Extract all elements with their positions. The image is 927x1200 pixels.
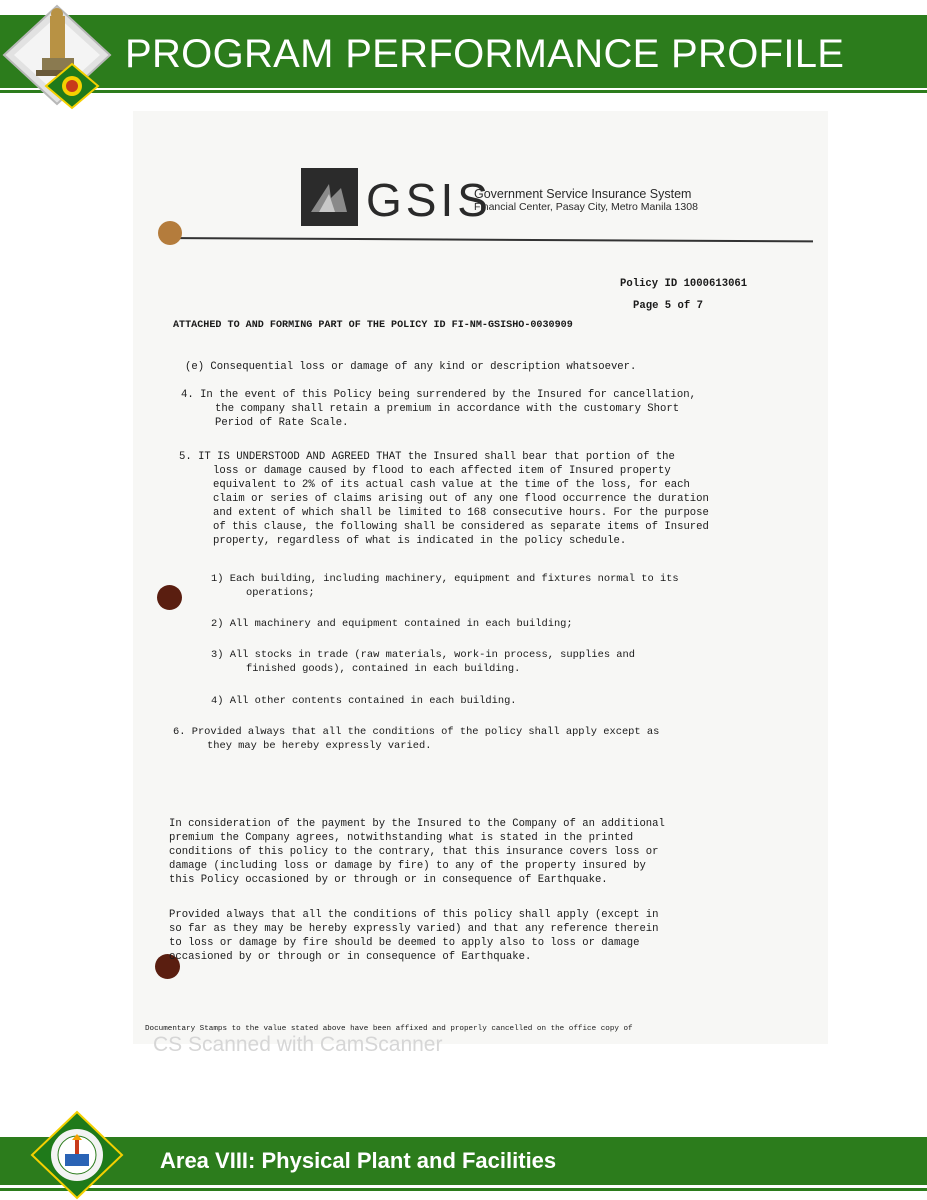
clause-5-line: loss or damage caused by flood to each affected item of Insured property xyxy=(213,465,671,477)
header-divider xyxy=(0,90,927,93)
policy-id: Policy ID 1000613061 xyxy=(620,278,748,290)
clause-5-line: and extent of which shall be limited to 168 consecutive hours. For the purpose xyxy=(213,507,709,519)
page-title: PROGRAM PERFORMANCE PROFILE xyxy=(125,32,845,76)
provided-clause-line: to loss or damage by fire should be deemed to apply also to loss or damage xyxy=(169,937,640,949)
list-item-2: 2) All machinery and equipment contained in each building; xyxy=(211,618,573,630)
clause-4-line: the company shall retain a premium in accordance with the customary Short xyxy=(215,403,680,415)
gsis-flame-logo-icon xyxy=(301,168,358,226)
area-title: Area VIII: Physical Plant and Facilities xyxy=(160,1148,557,1173)
list-item-3: 3) All stocks in trade (raw materials, work-in process, supplies and xyxy=(211,649,636,661)
attached-heading: ATTACHED TO AND FORMING PART OF THE POLICY ID FI-NM-GSISHO-0030909 xyxy=(173,320,573,331)
gsis-address: Financial Center, Pasay City, Metro Manila 1308 xyxy=(474,201,698,213)
page-number: Page 5 of 7 xyxy=(633,300,703,312)
earthquake-clause-line: damage (including loss or damage by fire) to any of the property insured by xyxy=(169,860,646,872)
list-item-1: 1) Each building, including machinery, equipment and fixtures normal to its xyxy=(211,573,679,585)
provided-clause-line: occasioned by or through or in consequence of Earthquake. xyxy=(169,951,532,963)
gsis-org-name: Government Service Insurance System xyxy=(474,187,692,201)
university-seal-icon xyxy=(30,1110,142,1200)
clause-5-line: of this clause, the following shall be considered as separate items of Insured xyxy=(213,521,709,533)
letterhead-divider xyxy=(161,237,813,242)
clause-5-line: equivalent to 2% of its actual cash value at the time of the loss, for each xyxy=(213,479,690,491)
earthquake-clause-line: this Policy occasioned by or through or in consequence of Earthquake. xyxy=(169,874,608,886)
gsis-wordmark: GSIS xyxy=(366,174,492,226)
camscanner-watermark: CS Scanned with CamScanner xyxy=(153,1033,443,1056)
scanned-insurance-document xyxy=(133,111,828,1056)
clause-4-line: Period of Rate Scale. xyxy=(215,417,349,429)
documentary-stamps-note: Documentary Stamps to the value stated above have been affixed and properly cancelled on the office copy of xyxy=(145,1025,633,1033)
punch-hole xyxy=(157,585,182,610)
provided-clause-line: so far as they may be hereby expressly varied) and that any reference therein xyxy=(169,923,659,935)
clause-e: (e) Consequential loss or damage of any kind or description whatsoever. xyxy=(185,361,637,373)
earthquake-clause-line: In consideration of the payment by the Insured to the Company of an additional xyxy=(169,818,665,830)
clause-6-line: 6. Provided always that all the conditions of the policy shall apply except as xyxy=(173,726,660,738)
list-item-1-cont: operations; xyxy=(246,587,315,599)
list-item-4: 4) All other contents contained in each building. xyxy=(211,695,517,707)
provided-clause-line: Provided always that all the conditions of this policy shall apply (except in xyxy=(169,909,659,921)
clause-5-line: 5. IT IS UNDERSTOOD AND AGREED THAT the Insured shall bear that portion of the xyxy=(179,451,675,463)
clause-5-line: property, regardless of what is indicated in the policy schedule. xyxy=(213,535,627,547)
clause-5-line: claim or series of claims arising out of any one flood occurrence the duration xyxy=(213,493,709,505)
clause-4-line: 4. In the event of this Policy being surrendered by the Insured for cancellation, xyxy=(181,389,696,401)
earthquake-clause-line: premium the Company agrees, notwithstanding what is stated in the printed xyxy=(169,832,634,844)
university-seal-with-statue-icon xyxy=(0,0,120,112)
clause-6-line: they may be hereby expressly varied. xyxy=(207,740,432,752)
list-item-3-cont: finished goods), contained in each building. xyxy=(246,663,521,675)
punch-hole xyxy=(158,221,182,245)
earthquake-clause-line: conditions of this policy to the contrary, that this insurance covers loss or xyxy=(169,846,659,858)
